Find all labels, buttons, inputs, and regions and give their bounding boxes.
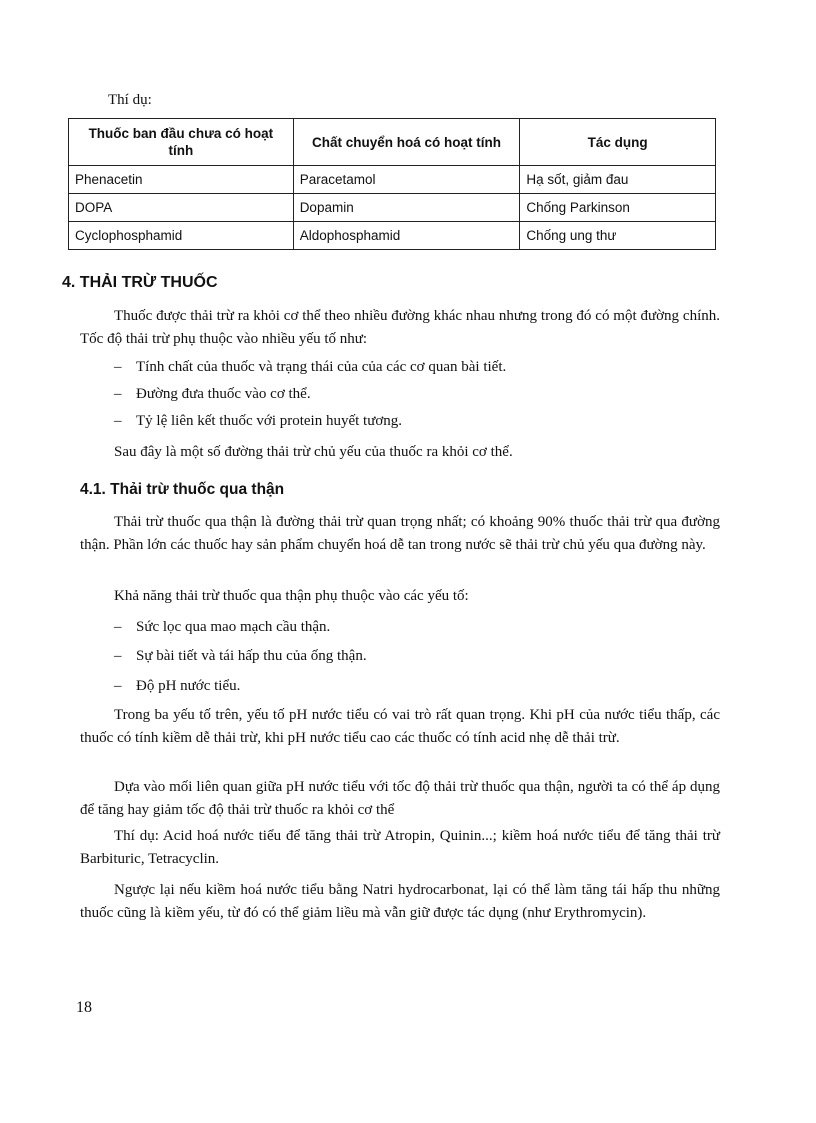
table-row <box>69 194 716 222</box>
table-cell: Aldophosphamid <box>293 222 520 250</box>
section-4-intro: Thuốc được thải trừ ra khỏi cơ thể theo nhiều đường khác nhau nhưng trong đó có một đường chính. Tốc độ thải trừ phụ thuộc vào nhiều yếu tố như: <box>80 308 720 347</box>
section-4-1-paragraph: Khả năng thải trừ thuốc qua thận phụ thuộc vào các yếu tố: <box>114 588 469 604</box>
list-item: – Độ pH nước tiểu. <box>114 678 241 694</box>
list-item: – Tính chất của thuốc và trạng thái của của các cơ quan bài tiết. <box>114 359 507 375</box>
table-header-effect: Tác dụng <box>520 119 716 166</box>
list-item: – Sự bài tiết và tái hấp thu của ống thận. <box>114 648 367 664</box>
page-number: 18 <box>76 999 92 1016</box>
section-4-1-heading: 4.1. Thải trừ thuốc qua thận <box>80 481 285 498</box>
table-cell: Cyclophosphamid <box>69 222 294 250</box>
section-4-1-paragraph: Dựa vào mối liên quan giữa pH nước tiểu với tốc độ thải trừ thuốc qua thận, người ta có thể áp dụng để tăng hay giảm tốc độ thải trừ thuốc ra khỏi cơ thể <box>80 779 720 818</box>
section-4-closing: Sau đây là một số đường thải trừ chủ yếu của thuốc ra khỏi cơ thể. <box>114 444 513 460</box>
table-header-inactive-drug: Thuốc ban đầu chưa có hoạt tính <box>69 119 294 166</box>
example-label: Thí dụ: <box>108 92 152 108</box>
list-item-text: Tỷ lệ liên kết thuốc với protein huyết tương. <box>136 413 403 429</box>
table-header-row <box>69 119 716 166</box>
table-cell: Hạ sốt, giảm đau <box>520 166 716 194</box>
table-row <box>69 166 716 194</box>
section-4-1-paragraph: Thải trừ thuốc qua thận là đường thải trừ quan trọng nhất; có khoảng 90% thuốc thải trừ qua đường thận. Phần lớn các thuốc hay sản phẩm chuyển hoá dễ tan trong nước sẽ thải trừ chủ yếu qua đường này. <box>80 514 720 553</box>
list-item: – Sức lọc qua mao mạch cầu thận. <box>114 619 331 635</box>
list-item-text: Tính chất của thuốc và trạng thái của của các cơ quan bài tiết. <box>136 359 507 375</box>
table-header-active-metabolite: Chất chuyển hoá có hoạt tính <box>293 119 520 166</box>
list-item: – Tỷ lệ liên kết thuốc với protein huyết tương. <box>114 413 403 429</box>
list-item-text: Sức lọc qua mao mạch cầu thận. <box>136 619 331 635</box>
table-cell: DOPA <box>69 194 294 222</box>
table-cell: Dopamin <box>293 194 520 222</box>
drug-activation-table <box>68 118 716 250</box>
table-cell: Chống ung thư <box>520 222 716 250</box>
list-item-text: Đường đưa thuốc vào cơ thể. <box>136 386 311 402</box>
table-row <box>69 222 716 250</box>
section-4-heading: 4. THẢI TRỪ THUỐC <box>62 274 218 291</box>
table-cell: Chống Parkinson <box>520 194 716 222</box>
list-item-text: Sự bài tiết và tái hấp thu của ống thận. <box>136 648 367 664</box>
list-item-text: Độ pH nước tiểu. <box>136 678 241 694</box>
section-4-1-paragraph: Ngược lại nếu kiềm hoá nước tiểu bằng Natri hydrocarbonat, lại có thể làm tăng tái hấp thu những thuốc cũng là kiềm yếu, từ đó có thể giảm liều mà vẫn giữ được tác dụng (như Erythromycin). <box>80 882 720 921</box>
table-cell: Phenacetin <box>69 166 294 194</box>
list-item: – Đường đưa thuốc vào cơ thể. <box>114 386 311 402</box>
section-4-1-paragraph: Trong ba yếu tố trên, yếu tố pH nước tiểu có vai trò rất quan trọng. Khi pH của nước tiểu thấp, các thuốc có tính kiềm dễ thải trừ, khi pH nước tiểu cao các thuốc có tính acid nhẹ dễ thải trừ. <box>80 707 720 746</box>
section-4-1-example: Thí dụ: Acid hoá nước tiểu để tăng thải trừ Atropin, Quinin...; kiềm hoá nước tiểu để tăng thải trừ Barbituric, Tetracyclin. <box>80 828 720 867</box>
table-cell: Paracetamol <box>293 166 520 194</box>
